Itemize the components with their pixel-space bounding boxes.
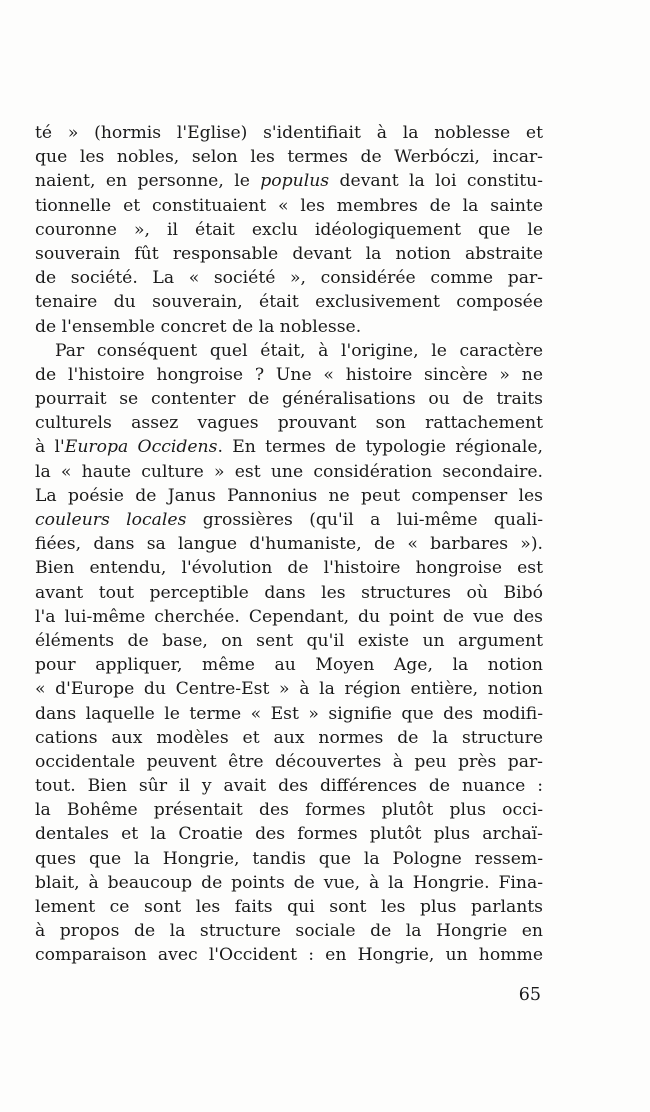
text-segment: la Bohême présentait des formes plutôt plus occi- (35, 800, 543, 821)
text-line (35, 895, 543, 919)
text-line (35, 145, 543, 169)
italic-text: Europa Occidens (64, 437, 218, 458)
text-segment: l'a lui-même cherchée. Cependant, du point de vue des (35, 606, 543, 627)
text-segment: occidentale peuvent être découvertes à peu près par- (35, 751, 543, 772)
text-segment: devant la loi constitu- (329, 171, 543, 192)
text-line (35, 508, 543, 532)
text-segment: tionnelle et constituaient « les membres de la sainte (35, 195, 543, 216)
text-segment: à propos de la structure sociale de la Hongrie en (35, 921, 543, 942)
text-line (35, 266, 543, 290)
text-line (35, 532, 543, 556)
text-segment: que les nobles, selon les termes de Werbóczi, incar- (35, 147, 543, 168)
text-segment: culturels assez vagues prouvant son rattachement (35, 413, 543, 434)
text-segment: de l'histoire hongroise ? Une « histoire sincère » ne (35, 364, 543, 385)
text-segment: pour appliquer, même au Moyen Age, la notion (35, 655, 543, 676)
text-segment: ques que la Hongrie, tandis que la Pologne ressem- (35, 848, 543, 869)
text-line (35, 581, 543, 605)
text-segment: « d'Europe du Centre-Est » à la région entière, notion (35, 679, 543, 700)
text-segment: té » (hormis l'Eglise) s'identifiait à la noblesse et (35, 123, 543, 143)
text-segment: blait, à beaucoup de points de vue, à la Hongrie. Fina- (35, 872, 543, 893)
text-segment: dentales et la Croatie des formes plutôt plus archaï- (35, 824, 543, 845)
text-segment: de société. La « société », considérée comme par- (35, 268, 543, 289)
text-segment: couronne », il était exclu idéologiquement que le (35, 219, 543, 240)
text-segment: Par conséquent quel était, à l'origine, le caractère (55, 340, 543, 361)
text-line (35, 484, 543, 508)
text-line (35, 218, 543, 242)
text-line (35, 822, 543, 846)
text-segment: dans laquelle le terme « Est » signifie que des modifi- (35, 703, 543, 724)
text-line (35, 653, 543, 677)
body-text (35, 121, 543, 968)
text-line (35, 121, 543, 145)
text-segment: avant tout perceptible dans les structures où Bibó (35, 582, 543, 603)
text-segment: pourrait se contenter de généralisations ou de traits (35, 389, 543, 410)
text-segment: cations aux modèles et aux normes de la structure (35, 727, 543, 748)
text-segment: éléments de base, on sent qu'il existe un argument (35, 630, 543, 651)
text-line (35, 677, 543, 701)
text-line (35, 387, 543, 411)
text-line (35, 871, 543, 895)
text-segment: comparaison avec l'Occident : en Hongrie, un homme (35, 945, 543, 966)
text-line (35, 435, 543, 459)
text-line (35, 702, 543, 726)
text-segment: . En termes de typologie régionale, (217, 437, 543, 458)
text-line (35, 242, 543, 266)
text-line (35, 919, 543, 943)
text-segment: La poésie de Janus Pannonius ne peut compenser les (35, 485, 543, 506)
text-segment: la « haute culture » est une considération secondaire. (35, 461, 543, 482)
text-line (35, 726, 543, 750)
italic-text: couleurs locales (35, 510, 187, 530)
text-line (35, 750, 543, 774)
text-segment: tout. Bien sûr il y avait des différences de nuance : (35, 776, 543, 797)
text-line (35, 194, 543, 218)
text-segment: grossières (qu'il a lui-même quali- (186, 510, 543, 530)
text-segment: Bien entendu, l'évolution de l'histoire hongroise est (35, 558, 543, 579)
text-line (35, 943, 543, 967)
text-line (35, 605, 543, 629)
text-segment: à l' (35, 437, 65, 458)
text-segment: de l'ensemble concret de la noblesse. (35, 316, 362, 337)
text-line (35, 556, 543, 580)
text-line (35, 629, 543, 653)
text-line (35, 774, 543, 798)
text-line (35, 363, 543, 387)
text-segment: souverain fût responsable devant la notion abstraite (35, 243, 543, 264)
text-line (35, 290, 543, 314)
text-line (35, 460, 543, 484)
page-number: 65 (518, 985, 541, 1005)
text-line (35, 169, 543, 193)
text-line (35, 798, 543, 822)
text-segment: fiées, dans sa langue d'humaniste, de « barbares »). (35, 534, 543, 555)
text-segment: lement ce sont les faits qui sont les plus parlants (35, 897, 543, 917)
text-line (35, 411, 543, 435)
text-line (35, 847, 543, 871)
text-segment: naient, en personne, le (35, 171, 261, 192)
italic-text: populus (260, 171, 330, 192)
text-line (35, 339, 543, 363)
text-segment: tenaire du souverain, était exclusivement composée (35, 292, 543, 313)
text-line (35, 315, 543, 339)
